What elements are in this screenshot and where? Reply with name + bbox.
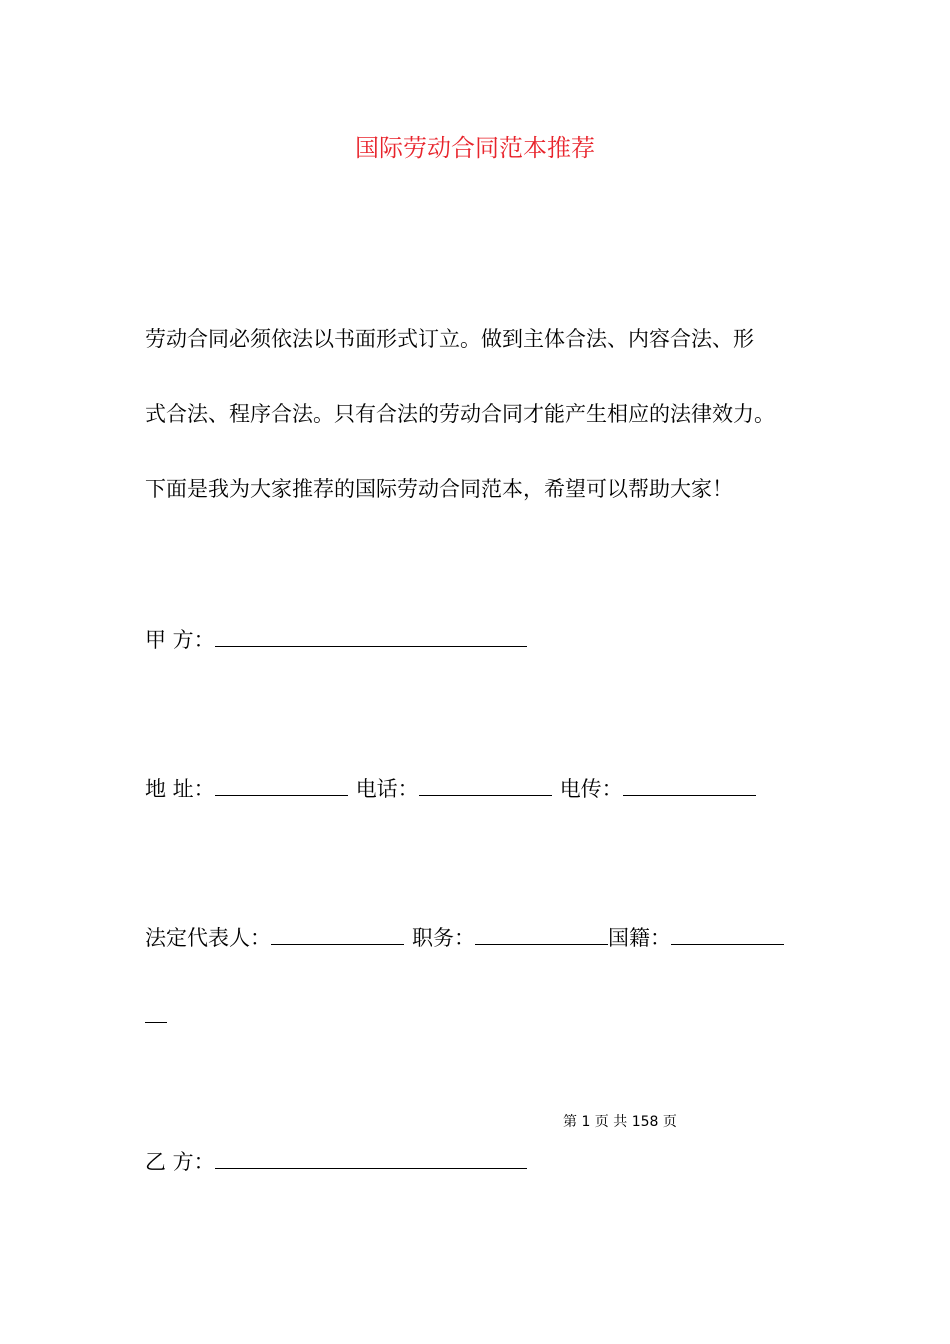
representative-row: [145, 922, 784, 953]
position-blank[interactable]: [475, 922, 608, 945]
phone-blank[interactable]: [419, 773, 552, 796]
nationality-label: 国籍：: [608, 926, 671, 950]
nationality-continuation-row: [145, 1000, 167, 1031]
position-label: 职务：: [412, 926, 475, 950]
fax-label: 电传：: [559, 777, 623, 801]
party-a-row: [145, 624, 527, 655]
party-b-label: 乙 方：: [145, 1150, 215, 1174]
address-blank[interactable]: [215, 773, 348, 796]
representative-blank[interactable]: [271, 922, 404, 945]
party-a-blank[interactable]: [215, 624, 527, 647]
address-label: 地 址：: [145, 777, 215, 801]
party-a-label: 甲 方：: [145, 628, 215, 652]
document-title: [0, 130, 950, 166]
fax-blank[interactable]: [623, 773, 756, 796]
document-title-text: 国际劳动合同范本推荐: [355, 134, 595, 162]
party-b-row: [145, 1146, 527, 1177]
intro-line-3: 下面是我为大家推荐的国际劳动合同范本，希望可以帮助大家！: [145, 477, 733, 501]
address-row: [145, 773, 756, 804]
intro-line-1: 劳动合同必须依法以书面形式订立。做到主体合法、内容合法、形: [145, 327, 754, 351]
party-b-blank[interactable]: [215, 1146, 527, 1169]
representative-label: 法定代表人：: [145, 926, 271, 950]
intro-line-2: 式合法、程序合法。只有合法的劳动合同才能产生相应的法律效力。: [145, 402, 775, 426]
page-footer: 第 1 页 共 158 页: [563, 1114, 677, 1130]
nationality-blank-continuation[interactable]: [145, 1000, 167, 1023]
phone-label: 电话：: [355, 777, 419, 801]
nationality-blank[interactable]: [671, 922, 784, 945]
